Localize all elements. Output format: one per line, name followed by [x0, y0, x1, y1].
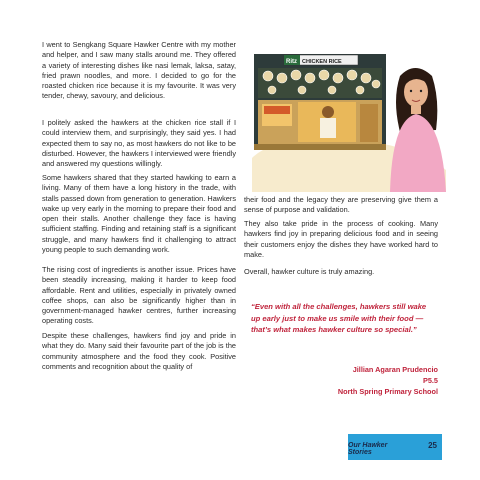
paragraph-cooking: They also take pride in the process of cooking. Many hawkers find joy in preparing delicious food and in seeing their customers enjoy the dishes they have worked hard to make. — [244, 219, 438, 259]
footer-tab — [348, 434, 442, 460]
author-class: P5.5 — [422, 376, 438, 385]
author-name: Jillian Agaran Prudencio — [352, 365, 438, 374]
paragraph-history: Some hawkers shared that they started hawking to earn a living. Many of them have a long history in the trade, with stalls passed down from generation to generation. Hawkers wake up very early in the morning to prepare their food and open their stalls. Another challenge they face is having sufficient staffing. Finding and retaining staff is a significant struggle, and many hawkers find it challenging to attract young people to such demanding work. — [42, 173, 236, 255]
sign-prefix-text: Ritz — [286, 59, 297, 65]
page-number: 25 — [428, 441, 437, 450]
pull-quote: “Even with all the challenges, hawkers still wake up early just to make us smile with their food — that’s what makes hawker culture so special.” — [251, 302, 427, 335]
sign-text: CHICKEN RICE — [302, 59, 342, 65]
paragraph-pride: Despite these challenges, hawkers find joy and pride in what they do. Many said their favourite part of the job is the community atmosphere and the food they cook. Positive comments and recognition about the quality of — [42, 331, 236, 371]
paragraph-interview: I politely asked the hawkers at the chicken rice stall if I could interview them, and surprisingly, they said yes. I had expected them to say no, as most hawkers do not like to be disturbed. However, the hawkers I interviewed were friendly and answered my questions willingly. — [42, 118, 236, 169]
paragraph-costs: The rising cost of ingredients is another issue. Prices have been steadily increasing, making it harder to keep food affordable. Rent and utilities, especially in privately owned coffee shops, can also be significantly higher than in government-managed hawker centres, further increasing operating costs. — [42, 265, 236, 326]
author-school: North Spring Primary School — [337, 387, 438, 396]
hawker-stall-illustration — [250, 40, 450, 192]
footer-title: Our Hawker Stories — [348, 442, 388, 456]
paragraph-conclusion: Overall, hawker culture is truly amazing. — [244, 267, 375, 276]
paragraph-legacy: their food and the legacy they are preserving give them a sense of purpose and validation. — [244, 195, 438, 215]
paragraph-visit: I went to Sengkang Square Hawker Centre with my mother and helper, and I saw many stalls around me. They offered a variety of interesting dishes like nasi lemak, laksa, satay, fried prawn noodles, and more. I decided to go for the roasted chicken rice because it is my favourite. It was very tender, chewy, savoury, and delicious. — [42, 40, 236, 101]
